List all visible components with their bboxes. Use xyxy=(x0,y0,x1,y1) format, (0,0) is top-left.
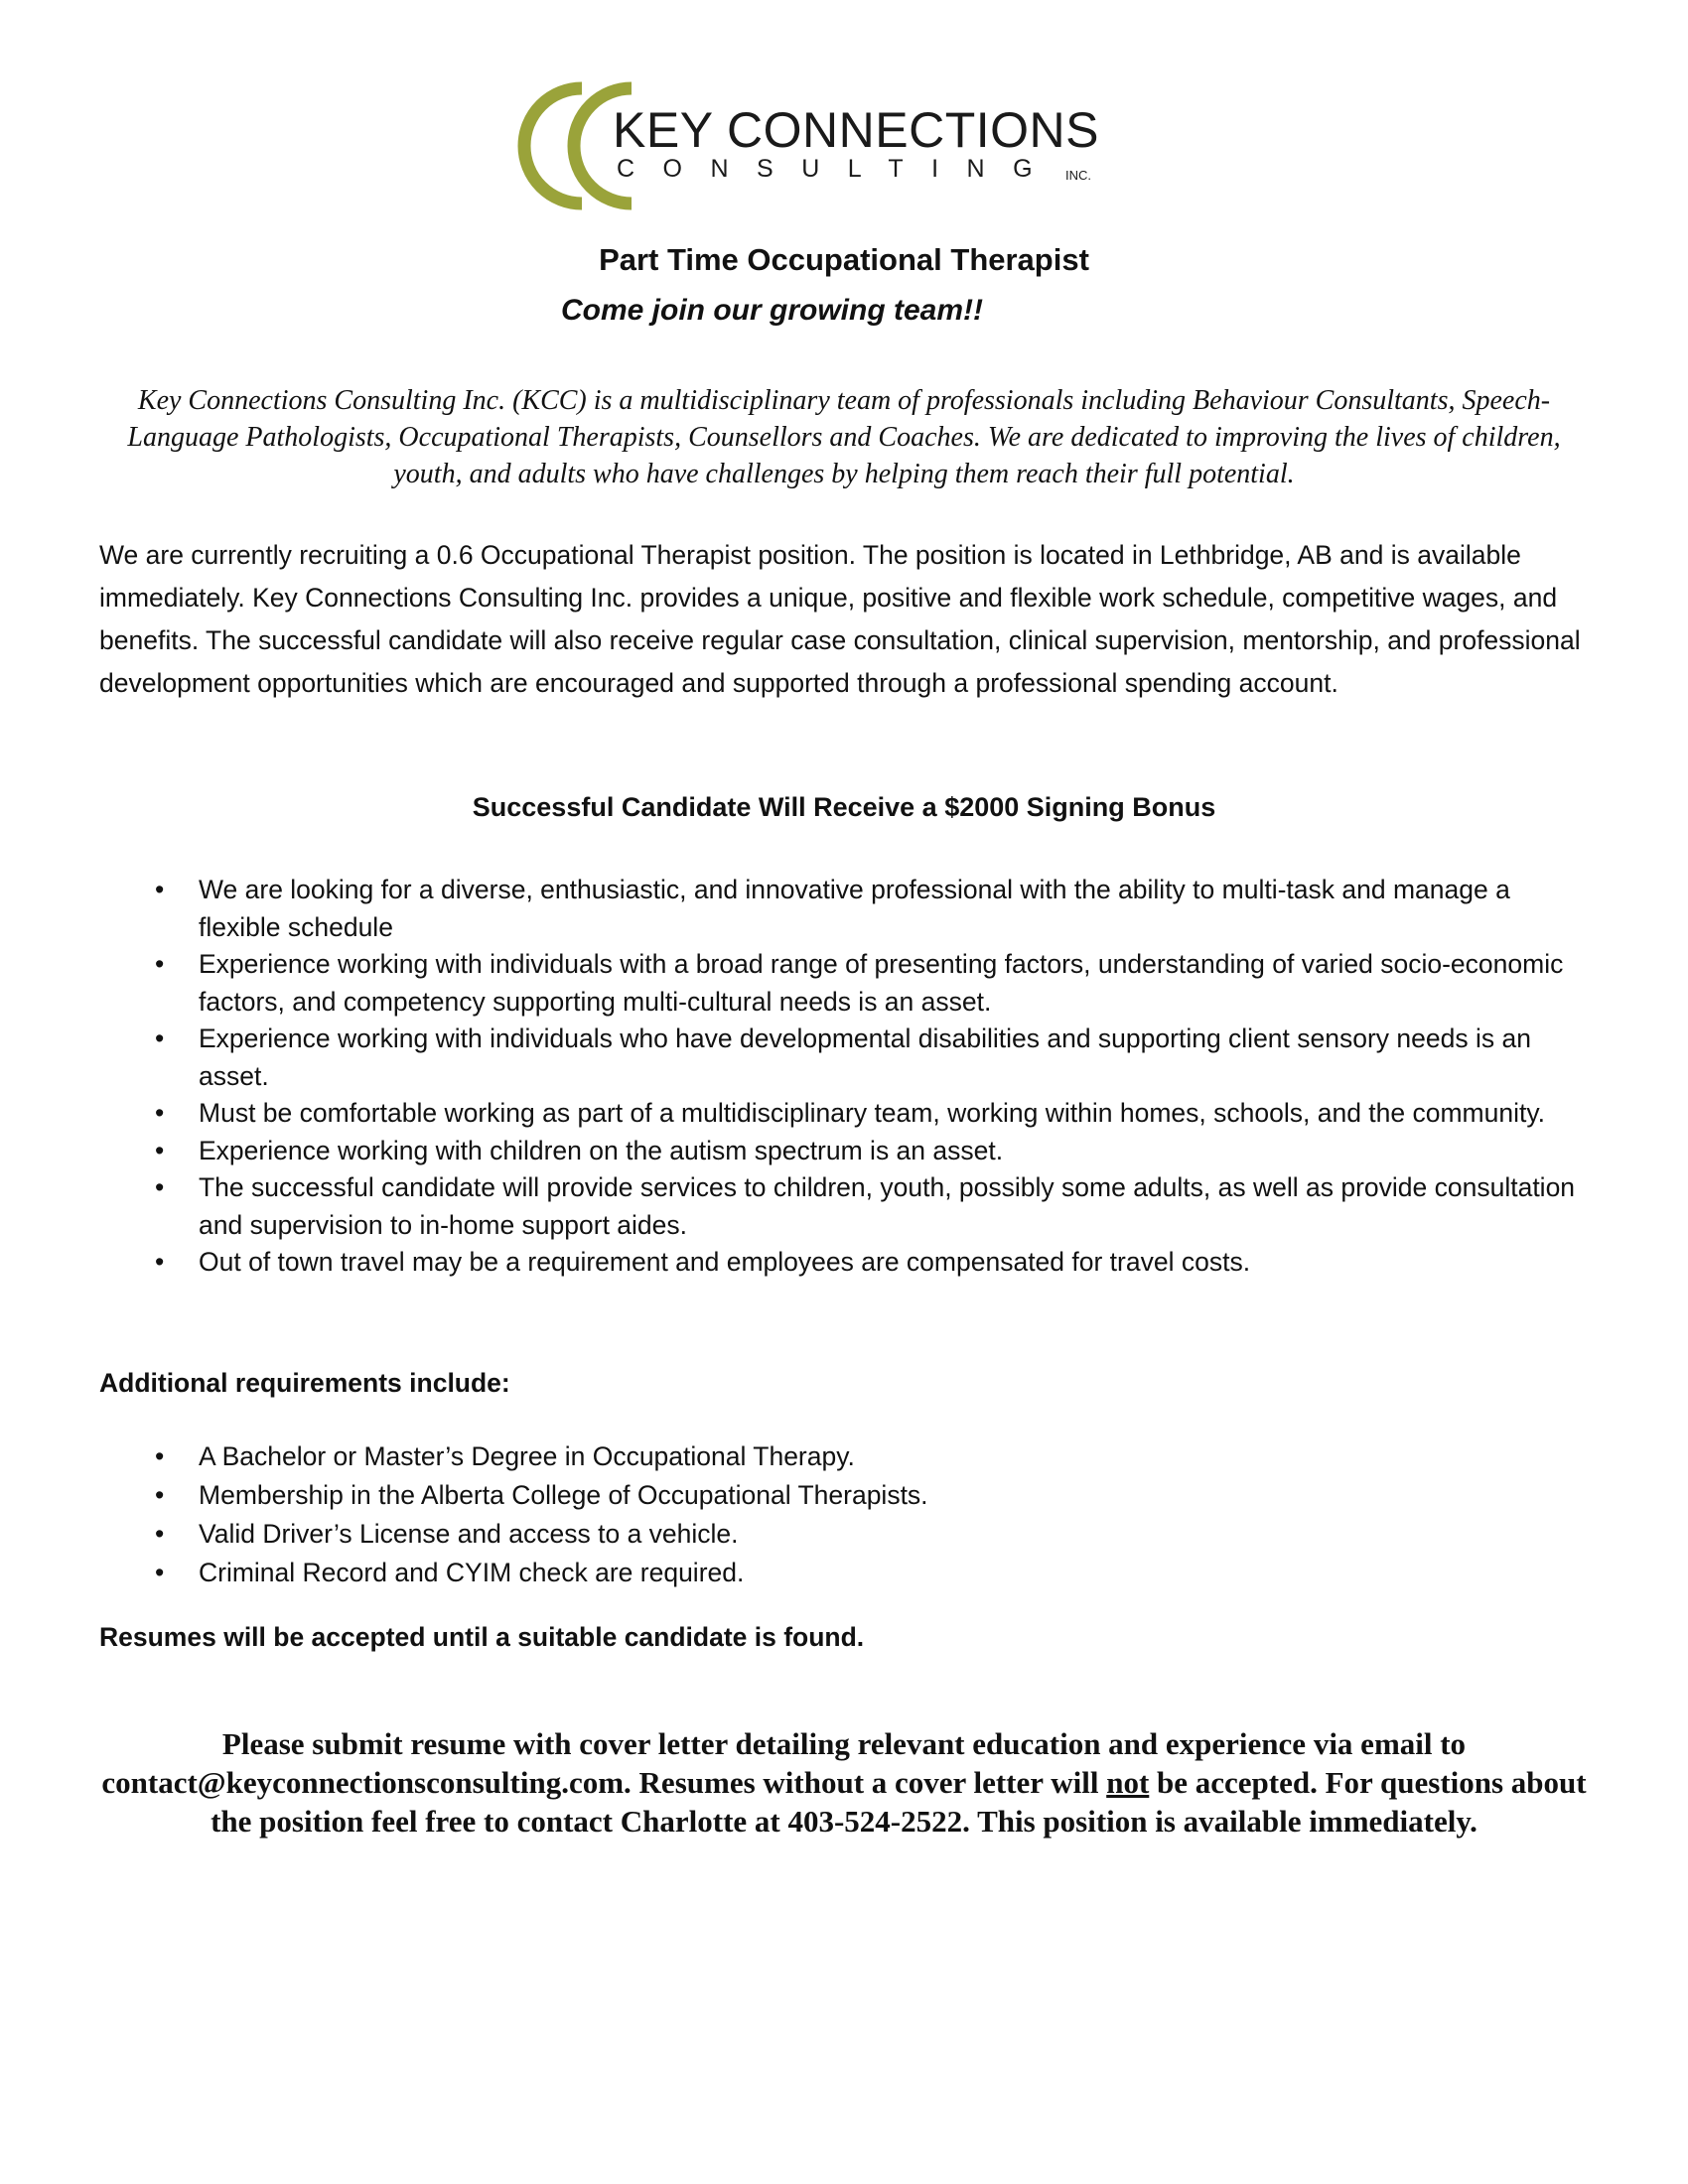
submission-instructions xyxy=(89,1724,1599,1841)
resumes-note: Resumes will be accepted until a suitable candidate is found. xyxy=(99,1622,865,1652)
list-item: • Membership in the Alberta College of Occupational Therapists. xyxy=(99,1476,1589,1515)
submission-emphasis: not xyxy=(1106,1765,1150,1800)
logo-subtitle: CONSULTING xyxy=(617,155,1061,183)
list-item: • Must be comfortable working as part of a multidisciplinary team, working within homes, schools, and the community. xyxy=(99,1095,1589,1133)
additional-requirements-list xyxy=(99,1437,1589,1592)
company-logo xyxy=(487,71,1122,220)
list-item: • Criminal Record and CYIM check are required. xyxy=(99,1554,1589,1592)
logo-name: KEY CONNECTIONS xyxy=(613,102,1099,158)
requirements-list xyxy=(99,872,1589,1282)
list-item: • A Bachelor or Master’s Degree in Occupational Therapy. xyxy=(99,1437,1589,1476)
page-title: Part Time Occupational Therapist xyxy=(599,242,1089,277)
list-item: • Valid Driver’s License and access to a vehicle. xyxy=(99,1515,1589,1554)
page-subtitle: Come join our growing team!! xyxy=(561,294,983,327)
list-item: • Experience working with children on the autism spectrum is an asset. xyxy=(99,1133,1589,1170)
submission-text-part1: Please submit resume with cover letter detailing relevant education and experience via email to contact@keyconnectionsconsulting.com. Resumes without a cover letter will xyxy=(101,1726,1467,1800)
submission-text-part2: be accepted. For questions about the position feel free to contact Charlotte at 403-524-2522. This position is available immediately. xyxy=(211,1765,1587,1839)
list-item: • Experience working with individuals who have developmental disabilities and supporting client sensory needs is an asset. xyxy=(99,1021,1589,1095)
list-item: • The successful candidate will provide services to children, youth, possibly some adults, as well as provide consultation and supervision to in-home support aides. xyxy=(99,1169,1589,1244)
intro-paragraph: Key Connections Consulting Inc. (KCC) is a multidisciplinary team of professionals including Behaviour Consultants, Speech-Language Pathologists, Occupational Therapists, Counsellors and Coaches. We are dedicated to improving the lives of children, youth, and adults who have challenges by helping them reach their full potential. xyxy=(127,385,1561,489)
list-item: • Experience working with individuals with a broad range of presenting factors, understanding of varied socio-economic factors, and competency supporting multi-cultural needs is an asset. xyxy=(99,946,1589,1021)
list-item: • We are looking for a diverse, enthusiastic, and innovative professional with the ability to multi-task and manage a flexible schedule xyxy=(99,872,1589,946)
additional-requirements-heading: Additional requirements include: xyxy=(99,1368,510,1398)
logo-inc: INC. xyxy=(1065,168,1091,183)
position-paragraph: We are currently recruiting a 0.6 Occupational Therapist position. The position is located in Lethbridge, AB and is available immediately. Key Connections Consulting Inc. provides a unique, positive and flexible work schedule, competitive wages, and benefits. The successful candidate will also receive regular case consultation, clinical supervision, mentorship, and professional development opportunities which are encouraged and supported through a professional spending account. xyxy=(99,540,1581,698)
list-item: • Out of town travel may be a requirement and employees are compensated for travel costs. xyxy=(99,1244,1589,1282)
bonus-heading: Successful Candidate Will Receive a $2000 Signing Bonus xyxy=(472,792,1216,822)
